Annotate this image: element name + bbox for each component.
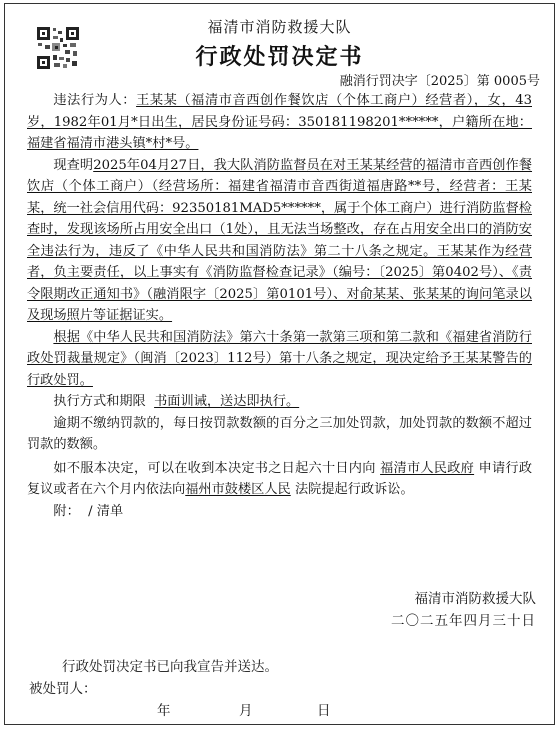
delivery-day-label: 日: [317, 703, 331, 719]
overdue-paragraph: [27, 413, 532, 456]
appeal-text-1: 如不服本决定，可以在收到本决定书之日起六十日内向: [53, 460, 376, 476]
penalized-party-label: 被处罚人：: [29, 681, 97, 697]
appeal-text-3: 法院提起行政诉讼。: [294, 482, 414, 497]
document-number: 融消行罚决字〔2025〕第 0005号: [339, 74, 540, 89]
basis-paragraph: [27, 327, 532, 392]
execution-paragraph: [27, 391, 532, 413]
appeal-text-2: 申请行政复议或者在六个月内依法向: [27, 460, 533, 497]
delivery-statement: 行政处罚决定书已向我宣告并送达。: [62, 659, 278, 675]
delivery-month-label: 月: [239, 703, 253, 719]
document-title: 行政处罚决定书: [195, 44, 364, 70]
delivery-year-label: 年: [157, 703, 171, 719]
facts-lead: 现查明: [53, 157, 94, 173]
document-page: [4, 3, 555, 725]
execution-value: 书面训诫，送达即执行。: [154, 394, 300, 409]
attachment-label: 附：: [53, 503, 80, 519]
issuing-organization: 福清市消防救援大队: [207, 18, 352, 36]
facts-text: 2025年04月27日，我大队消防监督员在对王某某经营的福清市音西创作餐饮店（个体工商户）（经营场所：福建省福清市音西街道福唐路**号，经营者：王某某，统一社会信用代码：92350181MAD5******，属于个体工商户）进行消防监督检查时，发现该场所占用安全出口（1处），且无法当场整改，存在占用安全出口的消防安全违法行为，违反了《中华人民共和国消防法》第二十八条之规定。王某某作为经营者，负主要责任，以上事实有《消防监督检查记录》（编号：〔2025〕第0402号）、《责令限期改正通知书》（融消限字〔2025〕第0101号）、对俞某某、张某某的询问笔录以及现场照片等证据证实。: [27, 157, 533, 323]
basis-text: 根据《中华人民共和国消防法》第六十条第一款第三项和第二款和《福建省消防行政处罚裁量规定》（闽消〔2023〕112号）第十八条之规定，现决定给予王某某警告的行政处罚。: [27, 329, 532, 388]
overdue-text: 逾期不缴纳罚款的，每日按罚款数额的百分之三加处罚款，加处罚款的数额不超过罚款的数额。: [27, 415, 532, 452]
facts-paragraph: [27, 155, 532, 327]
appeal-paragraph: [27, 458, 532, 501]
signature-date: 二〇二五年四月三十日: [391, 613, 536, 629]
party-label: 违法行为人：: [53, 93, 137, 108]
appeal-court: 福州市鼓楼区人民: [185, 482, 291, 497]
document-body: [27, 90, 532, 522]
attachment-value: / 清单: [88, 503, 124, 519]
party-description: 王某某（福清市音西创作餐饮店（个体工商户）经营者），女，43岁，1982年01月*日出生，居民身份证号码：350181198201******，户籍所在地：福建省福清市港头镇*村*号。: [27, 93, 532, 151]
signature-organization: 福清市消防救援大队: [414, 591, 536, 607]
execution-label: 执行方式和期限: [53, 394, 146, 409]
appeal-government: 福清市人民政府: [380, 460, 475, 476]
party-paragraph: [27, 90, 532, 155]
attachment-paragraph: [27, 501, 532, 523]
